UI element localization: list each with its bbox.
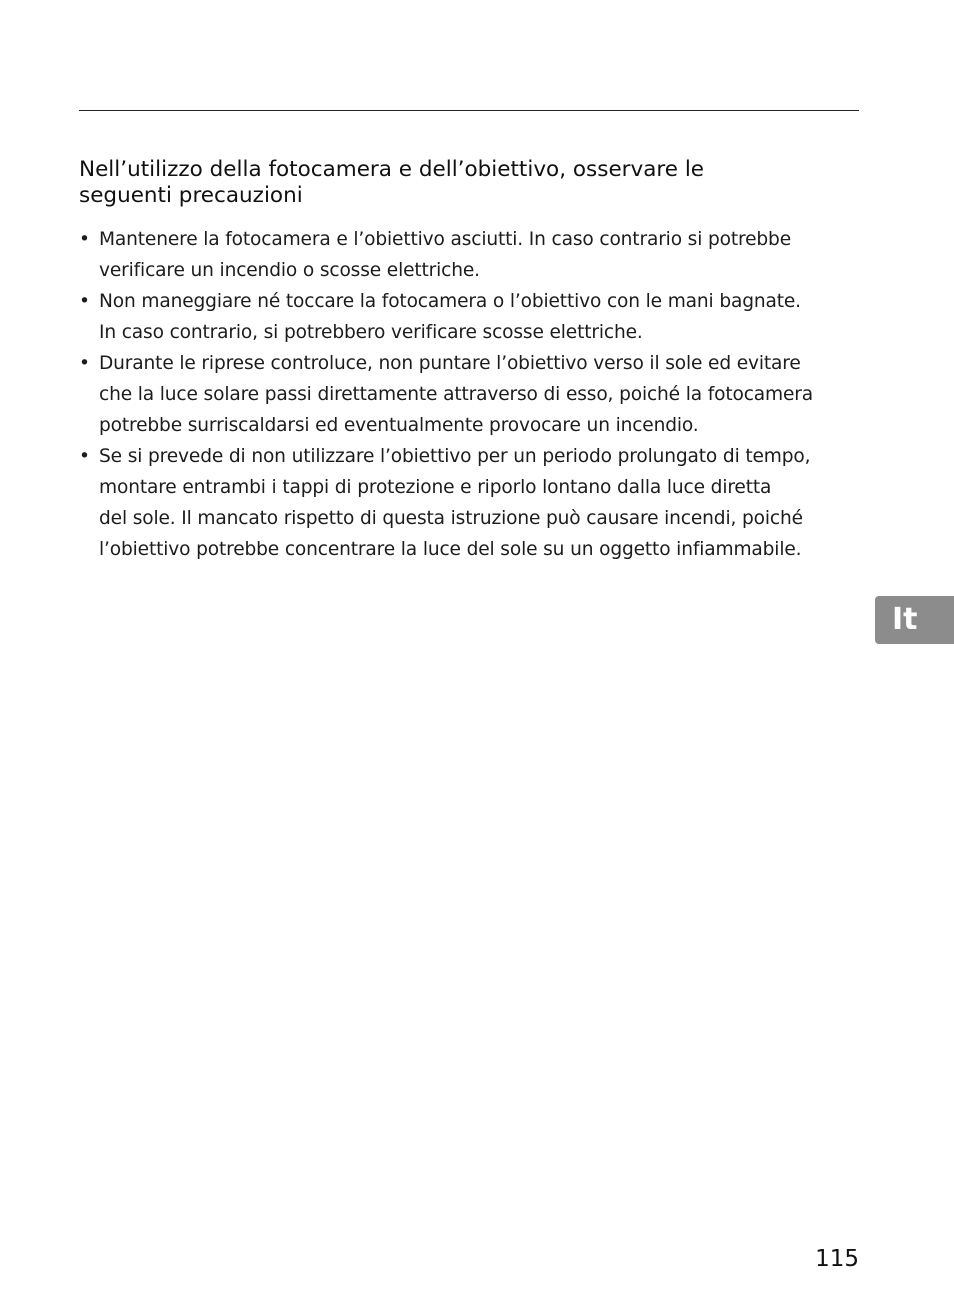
top-rule [79, 110, 859, 111]
precaution-line: Durante le riprese controluce, non puntare l’obiettivo verso il sole ed evitare [99, 353, 801, 374]
precaution-item [79, 441, 869, 565]
precaution-line: In caso contrario, si potrebbero verificare scosse elettriche. [99, 322, 643, 343]
precaution-item [79, 286, 869, 348]
precaution-line: Se si prevede di non utilizzare l’obiettivo per un periodo prolungato di tempo, [99, 446, 811, 467]
precaution-line: montare entrambi i tappi di protezione e riporlo lontano dalla luce diretta [99, 477, 772, 498]
language-tab: It [875, 596, 954, 644]
section-title-line: Nell’utilizzo della fotocamera e dell’obiettivo, osservare le [79, 157, 705, 182]
precaution-item [79, 224, 869, 286]
precaution-line: l’obiettivo potrebbe concentrare la luce del sole su un oggetto infiammabile. [99, 539, 802, 560]
precaution-line: Mantenere la fotocamera e l’obiettivo asciutti. In caso contrario si potrebbe [99, 229, 791, 250]
precaution-line: verificare un incendio o scosse elettriche. [99, 260, 480, 281]
precaution-line: del sole. Il mancato rispetto di questa istruzione può causare incendi, poiché [99, 508, 803, 529]
bullet-icon: • [79, 291, 90, 312]
precaution-line: Non maneggiare né toccare la fotocamera o l’obiettivo con le mani bagnate. [99, 291, 801, 312]
bullet-icon: • [79, 229, 90, 250]
page-number: 115 [815, 1246, 859, 1272]
precaution-line: potrebbe surriscaldarsi ed eventualmente provocare un incendio. [99, 415, 699, 436]
section-title-line: seguenti precauzioni [79, 183, 303, 208]
precaution-line: che la luce solare passi direttamente attraverso di esso, poiché la fotocamera [99, 384, 814, 405]
bullet-icon: • [79, 446, 90, 467]
precautions-list [79, 224, 869, 565]
bullet-icon: • [79, 353, 90, 374]
section-title [79, 157, 859, 209]
precaution-item [79, 348, 869, 441]
